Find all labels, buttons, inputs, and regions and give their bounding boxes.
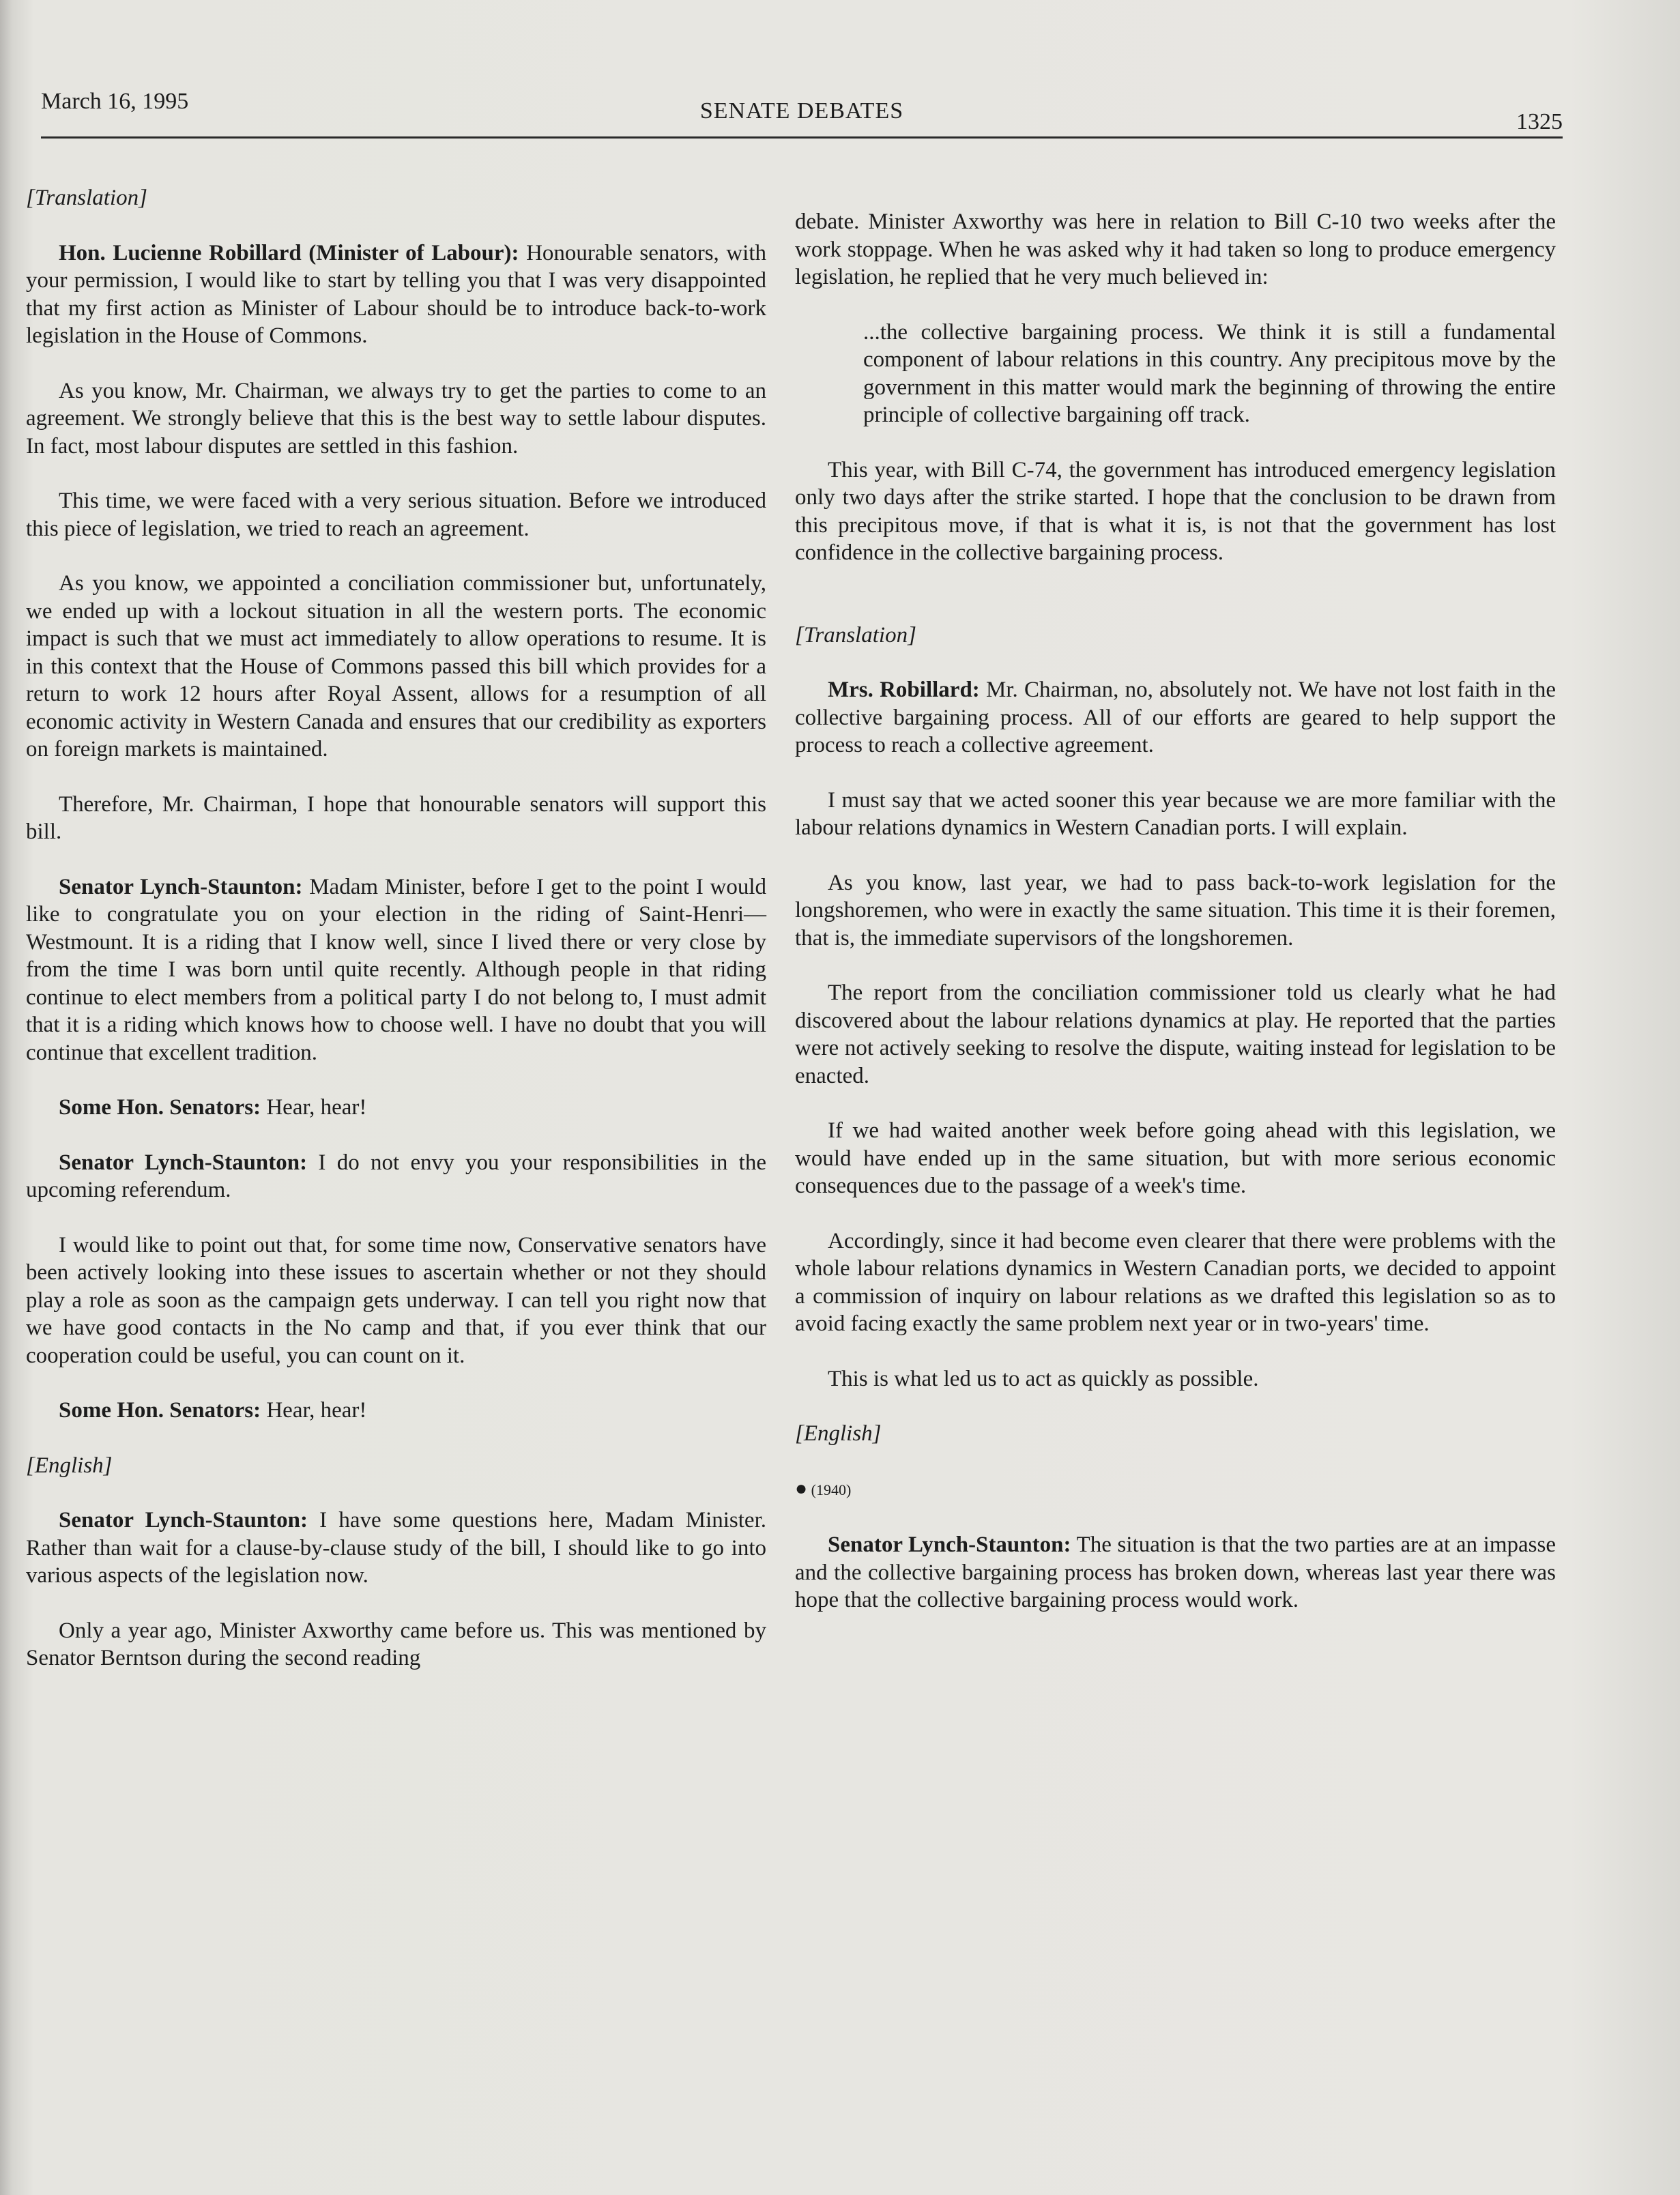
paragraph [26,239,766,350]
paragraph: Therefore, Mr. Chairman, I hope that honourable senators will support this bill. [26,791,766,844]
paragraph [26,1507,766,1590]
speech-text: Mr. Chairman, no, absolutely not. We have not lost faith in the collective bargaining process. All of our efforts are geared to help support the process to reach a collective agreement. [795,678,1556,757]
speaker-name: Senator Lynch-Staunton: [59,1150,308,1175]
paragraph: This year, with Bill C-74, the government has introduced emergency legislation only two days after the strike started. I hope that the conclusion to be drawn from this precipitous move, if that is what it is, is not that the government has lost confidence in the collective bargaining process. [795,457,1556,565]
speech-text: Honourable senators, with your permission, I would like to start by telling you that I was very disappointed that my first action as Minister of Labour should be to introduce back-to-work legislation in the House of Commons. [26,240,767,348]
paragraph: As you know, last year, we had to pass back-to-work legislation for the longshoremen, who were in exactly the same situation. This time it is their foremen, that is, the immediate supervisors of the longshoremen. [795,870,1556,950]
time-marker-text: (1940) [811,1481,852,1498]
bullet-icon: ● [795,1477,808,1500]
block-quote: ...the collective bargaining process. We think it is still a fundamental component of labour relations in this country. Any precipitous move by the government in this matter would mark the beginning of throwing the entire principle of collective bargaining off track. [863,319,1556,427]
speaker-name: Senator Lynch-Staunton: [59,874,303,899]
right-column [795,208,1556,1642]
speaker-name: Senator Lynch-Staunton: [828,1532,1071,1557]
language-note: [Translation] [26,186,147,210]
paragraph [795,676,1556,759]
paragraph: This is what led us to act as quickly as possible. [828,1366,1259,1391]
paragraph: As you know, Mr. Chairman, we always try to get the parties to come to an agreement. We strongly believe that this is the best way to settle labour disputes. In fact, most labour disputes are settled in this fashion. [26,378,766,459]
speech-text: I have some questions here, Madam Minister. Rather than wait for a clause-by-clause study of the bill, I should like to go into various aspects of the legislation now. [26,1508,767,1588]
paragraph: I would like to point out that, for some time now, Conservative senators have been actively looking into these issues to ascertain whether or not they should play a role as soon as the campaign gets underway. I can tell you right now that we have good contacts in the No camp and that, if you ever think that our cooperation could be useful, you can count on it. [26,1232,766,1368]
paragraph: This time, we were faced with a very serious situation. Before we introduced this piece of legislation, we tried to reach an agreement. [26,489,766,541]
language-note: [English] [26,1453,113,1478]
paragraph [26,1397,766,1425]
speaker-name: Some Hon. Senators: [59,1095,261,1120]
header-page-number: 1325 [1516,109,1563,134]
speech-text: The situation is that the two parties are at an impasse and the collective bargaining process has broken down, whereas last year there was hope that the collective bargaining process would work. [795,1532,1556,1612]
paragraph [26,873,766,1067]
paragraph [26,1094,766,1122]
paragraph: The report from the conciliation commissioner told us clearly what he had discovered about the labour relations dynamics at play. He reported that the parties were not actively seeking to resolve the dispute, waiting instead for legislation to be enacted. [795,980,1556,1088]
header-date: March 16, 1995 [41,89,189,114]
paragraph: As you know, we appointed a conciliation commissioner but, unfortunately, we ended up with a lockout situation in all the western ports. The economic impact is such that we must act immediately to allow operations to resume. It is in this context that the House of Commons passed this bill which provides for a return to work 12 hours after Royal Assent, allows for a resumption of all economic activity in Western Canada and ensures that our credibility as exporters on foreign markets is maintained. [26,571,766,761]
paragraph: Only a year ago, Minister Axworthy came before us. This was mentioned by Senator Berntson during the second reading [26,1618,766,1670]
speaker-name: Hon. Lucienne Robillard (Minister of Labour): [59,240,519,265]
paragraph: Accordingly, since it had become even clearer that there were problems with the whole labour relations dynamics in Western Canadian ports, we decided to appoint a commission of inquiry on labour relations as we drafted this legislation so as to avoid facing exactly the same problem next year or in two-years' time. [795,1228,1556,1336]
speaker-name: Mrs. Robillard: [828,678,980,702]
speech-text: I do not envy you your responsibilities in the upcoming referendum. [26,1150,766,1202]
speaker-name: Senator Lynch-Staunton: [59,1508,308,1532]
paragraph: I must say that we acted sooner this year because we are more familiar with the labour relations dynamics in Western Canadian ports. I will explain. [795,787,1556,840]
speech-text: Hear, hear! [261,1095,367,1120]
paragraph: debate. Minister Axworthy was here in relation to Bill C-10 two weeks after the work stoppage. When he was asked why it had taken so long to produce emergency legislation, he replied that he very much believed in: [795,209,1556,289]
paragraph [26,1149,766,1204]
paragraph: If we had waited another week before going ahead with this legislation, we would have ended up in the same situation, but with more serious economic consequences due to the passage of a week's time. [795,1118,1556,1198]
speech-text: Madam Minister, before I get to the point I would like to congratulate you on your election in the riding of Saint-Henri—Westmount. It is a riding that I know well, since I lived there or very close by from the time I was born until quite recently. Although people in that riding continue to elect members from a political party I do not belong to, I must admit that it is a riding which knows how to choose well. I have no doubt that you will continue that excellent tradition. [26,874,766,1065]
left-column [26,184,766,1700]
time-marker [795,1475,1556,1504]
paragraph [795,1531,1556,1614]
language-note: [Translation] [795,622,916,648]
header-title: SENATE DEBATES [699,98,904,123]
language-note: [English] [795,1421,882,1446]
speech-text: Hear, hear! [261,1398,367,1423]
speaker-name: Some Hon. Senators: [59,1398,261,1423]
page-header [41,89,1563,139]
